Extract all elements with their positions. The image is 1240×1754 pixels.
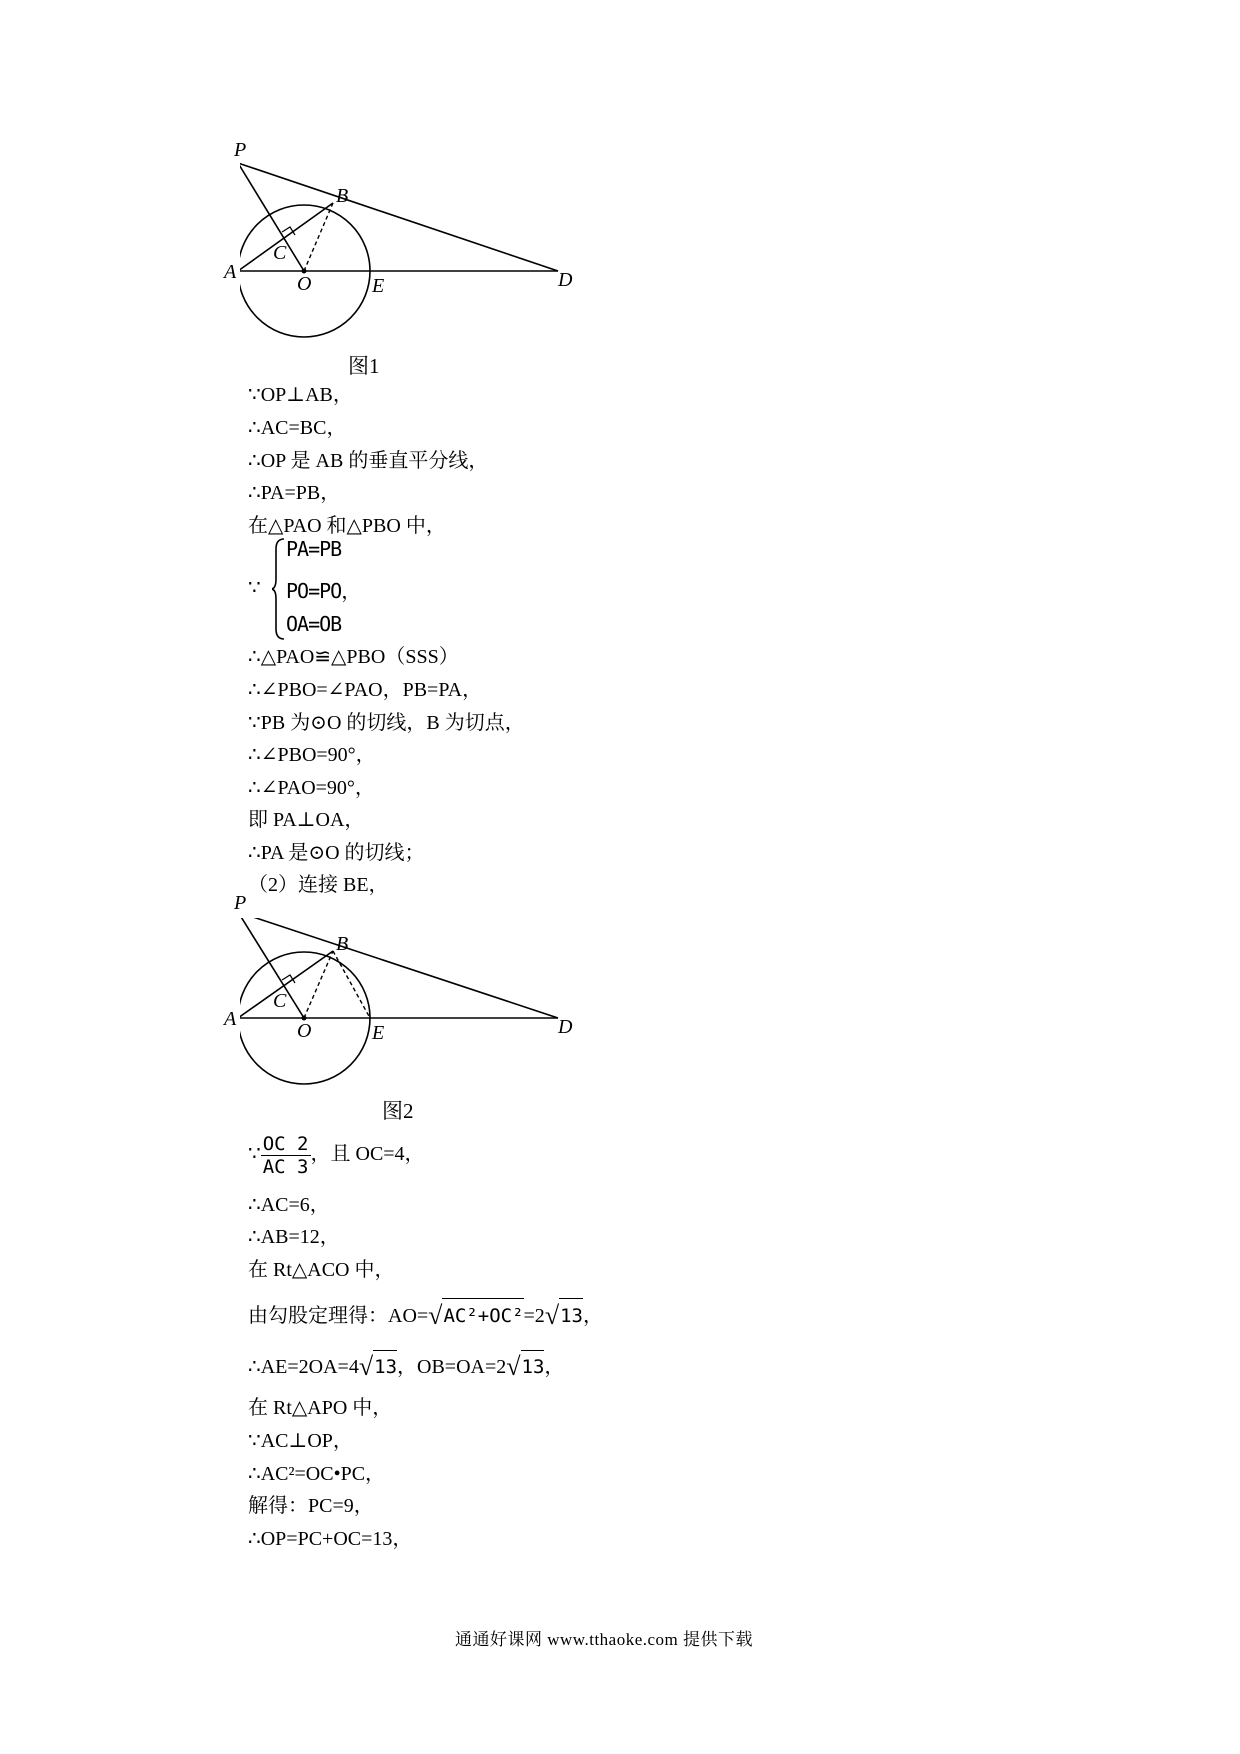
sqrt-icon: √ [358,1352,374,1381]
proof-line: ∴AC²=OC•PC， [248,1463,386,1485]
label-e: E [372,275,385,297]
because-symbol: ∵ [248,1143,261,1166]
ae-part2: ，OB=OA=2 [397,1356,507,1378]
proof-line: ∴∠PAO=90°， [248,777,375,799]
proof-line: ∴PA 是⊙O 的切线； [248,842,425,864]
ae-line [248,1350,564,1383]
figure-1-diagram [240,145,580,345]
label-c: C [273,242,287,264]
equation-system [248,537,448,641]
radicand: AC²+OC² [442,1298,523,1333]
because-symbol: ∵ [248,575,261,599]
ae-part1: ∴AE=2OA=4 [248,1356,359,1378]
label-e: E [372,1022,385,1044]
label-b: B [336,185,349,207]
pythag-end: ， [582,1305,603,1327]
proof-line: ∵OP⊥AB， [248,384,353,406]
proof-line: 解得：PC=9， [248,1495,374,1517]
proof-line: 在△PAO 和△PBO 中， [248,515,446,537]
proof-line: ∴∠PBO=∠PAO，PB=PA， [248,679,483,701]
proof-line: ∴△PAO≌△PBO（SSS） [248,646,459,668]
pythagoras-line [248,1298,603,1333]
label-a: A [224,261,237,283]
line-po [240,163,304,271]
figure-2 [224,892,580,1108]
label-d: D [558,269,573,291]
label-c: C [273,990,287,1012]
ratio-line [248,1133,425,1178]
pythag-result: =2 [523,1305,545,1327]
label-a: A [224,1008,237,1030]
right-angle-mark [282,227,295,235]
proof-line: ∴OP=PC+OC=13， [248,1528,413,1550]
proof-line: ∵PB 为⊙O 的切线，B 为切点， [248,712,525,734]
figure-1 [224,139,580,345]
proof-line: ∵AC⊥OP， [248,1430,353,1452]
proof-line: ∴AB=12， [248,1226,340,1248]
left-brace [272,537,286,641]
proof-line: （2）连接 BE， [248,874,389,896]
ae-end: ， [544,1356,565,1378]
label-p: P [234,892,247,914]
figure-2-diagram [240,918,580,1108]
proof-line: ∴OP 是 AB 的垂直平分线， [248,450,489,472]
pythag-prefix: 由勾股定理得：AO= [248,1305,429,1327]
proof-line: ∴PA=PB， [248,482,341,504]
proof-line: ∴AC=6， [248,1194,330,1216]
root-value: 13 [373,1350,397,1383]
sqrt-icon: √ [506,1352,521,1381]
line-pd [240,163,558,271]
system-line-3: OA=OB [286,612,342,636]
proof-line: ∴AC=BC， [248,417,347,439]
proof-line: 在 Rt△ACO 中， [248,1259,395,1281]
figure-1-caption: 图1 [348,354,380,378]
label-b: B [336,933,349,955]
proof-line: 在 Rt△APO 中， [248,1397,393,1419]
root-value: 13 [521,1350,545,1383]
label-p: P [234,139,247,161]
proof-line: ∴∠PBO=90°， [248,744,376,766]
figure-2-caption: 图2 [382,1099,414,1123]
proof-line: 即 PA⊥OA， [248,809,365,831]
ratio-suffix: ，且 OC=4， [310,1143,425,1166]
label-o: O [297,1020,312,1042]
page-footer: 通通好课网 www.tthaoke.com 提供下载 [455,1630,754,1649]
line-pd [240,918,558,1018]
label-o: O [297,273,312,295]
fraction-denominator: AC 3 [262,1156,309,1178]
line-po [240,918,304,1018]
sqrt-icon: √ [544,1301,560,1330]
system-line-2: PO=PO， [286,579,361,603]
label-d: D [558,1016,573,1038]
sqrt-icon: √ [428,1301,443,1330]
ratio-fraction [261,1133,311,1178]
fraction-numerator: OC 2 [262,1133,309,1155]
system-line-1: PA=PB [286,537,342,561]
root-value: 13 [559,1298,583,1333]
